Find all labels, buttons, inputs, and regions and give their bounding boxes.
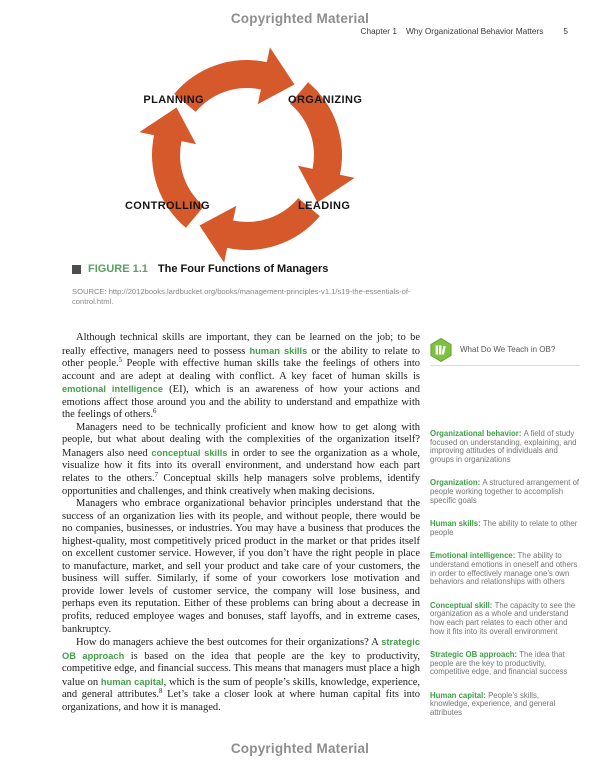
glossary-definition: The idea that people are the key to productivity, competitive edge, and financial success (430, 650, 568, 677)
key-term: emotional intelligence (62, 384, 164, 395)
glossary-entry (430, 520, 580, 537)
figure-title: The Four Functions of Managers (157, 263, 329, 275)
glossary-entry (430, 430, 580, 464)
glossary-term: Strategic OB approach: (430, 650, 520, 660)
running-head-title: Why Organizational Behavior Matters (405, 26, 544, 36)
copyright-watermark-bottom: Copyrighted Material (230, 741, 370, 756)
sidebar-feature-box (430, 334, 580, 366)
running-head (361, 26, 568, 36)
figure-source (72, 287, 412, 306)
glossary-definition: A field of study focused on understanding, explaining, and improving attitudes of individuals and groups in organizations (430, 429, 577, 464)
glossary-term: Emotional intelligence: (430, 551, 518, 561)
glossary-entry (430, 552, 580, 586)
glossary-term: Human capital: (430, 690, 489, 700)
glossary-definition: A structured arrangement of people working together to accomplish specific goals (430, 478, 580, 505)
figure-source-line1: SOURCE: http://2012books.lardbucket.org/books/management-principles-v1.1/s19-the-essentials-of- (72, 287, 411, 296)
glossary-entry (430, 651, 580, 677)
glossary-definition: The ability to understand emotions in oneself and others in order to effectively manage one’s own behaviors and relationships with others (430, 551, 578, 587)
glossary-term: Conceptual skill: (430, 600, 495, 610)
glossary-entry (430, 692, 580, 718)
copyright-watermark-top: Copyrighted Material (230, 11, 370, 26)
glossary-term: Human skills: (430, 519, 483, 529)
glossary-definition: People’s skills, knowledge, experience, and general attributes (430, 690, 556, 718)
footnote-number: 7 (154, 472, 159, 480)
key-term: human skills (249, 345, 308, 356)
body-paragraph: How do managers achieve the best outcomes for their organizations? A strategic OB approach is based on the idea that people are the key to productivity, competitive edge, and financial success. This means that managers must place a high value on human capital, which is the sum of people’s skills, knowledge, experience, and general attributes.$^8$ Let’s take a closer look at where human capital fits into organizations, and how it is managed. (62, 637, 421, 713)
glossary-definition: The ability to relate to other people (430, 519, 578, 537)
cycle-label-controlling: CONTROLLING (124, 200, 210, 212)
body-text-column (62, 332, 420, 714)
body-paragraph: Managers who embrace organizational behavior principles understand that the success of an organization lies with its people, and without people, there would be no companies, businesses, or industries. You may have a business that produces the highest-quality, most competitively priced product in the market or that prides itself on excellent customer service. However, if you don’t have the right people in place to manufacture, market, and sell your product and take care of your customers, the business will suffer. Similarly, if some of your coworkers lose motivation and provide lower levels of customer service, the company will lose business, and perhaps even its reputation. Either of these problems can bring about a decrease in profits, reduced employee wages and bonuses, staff layoffs, and in extreme cases, bankruptcy. (62, 498, 420, 635)
glossary-entry (430, 479, 580, 505)
caption-square-icon (72, 265, 81, 274)
cycle-label-organizing: ORGANIZING (288, 94, 363, 106)
glossary-entry (430, 602, 580, 636)
glossary-definition: The capacity to see the organization as a whole and understand how each part relates to each other and how it fits into its overall environment (430, 600, 576, 636)
footnote-number: 6 (152, 408, 157, 416)
margin-glossary (430, 430, 580, 733)
key-term: human capital (100, 676, 164, 687)
four-functions-cycle-diagram (97, 44, 397, 266)
glossary-term: Organizational behavior: (430, 429, 524, 438)
books-hexagon-icon (430, 338, 452, 362)
key-term: strategic OB approach (62, 637, 420, 661)
figure-caption (72, 263, 328, 275)
sidebar-feature-label: What Do We Teach in OB? (460, 345, 556, 354)
running-head-chapter: Chapter 1 (360, 26, 397, 36)
figure-source-line2: control.html. (72, 296, 114, 306)
footnote-number: 5 (118, 357, 123, 365)
cycle-label-planning: PLANNING (143, 94, 204, 106)
body-paragraph: Managers need to be technically proficient and know how to get along with people, but what about dealing with the complexities of the organization itself? Managers also need conceptual skills in order to see the organization as a whole, visualize how it fits into its overall environment, and understand how each part relates to the others.$^7$ Conceptual skills help managers solve problems, identify opportunities and challenges, and think creatively when making decisions. (62, 421, 421, 497)
cycle-arrows-graphic (97, 44, 397, 266)
figure-number: FIGURE 1.1 (88, 263, 148, 275)
body-paragraph: Although technical skills are important, they can be learned on the job; to be really effective, managers need to possess human skills or the ability to relate to other people.$^5$ People with effective human skills take the feelings of others into account and are adept at dealing with conflict. A key facet of human skills is emotional intelligence (EI), which is an awareness of how your actions and emotions affect those around you and the ability to understand and empathize with the feelings of others.$^6$ (62, 332, 420, 421)
cycle-label-leading: LEADING (298, 200, 351, 212)
glossary-term: Organization: (430, 478, 483, 488)
key-term: conceptual skills (151, 447, 228, 458)
page-number: 5 (563, 26, 568, 36)
footnote-number: 8 (159, 688, 163, 696)
